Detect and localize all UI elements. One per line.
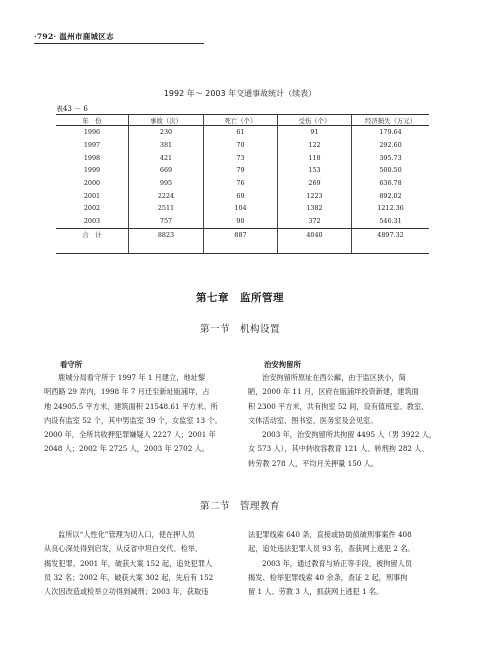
detention-center-heading: 看守所 xyxy=(60,360,83,369)
management-education-paragraph-left xyxy=(44,528,240,599)
running-header: ·792· 温州市鹿城区志 xyxy=(34,32,114,41)
table-row xyxy=(56,189,429,202)
table-row xyxy=(56,164,429,177)
table-row xyxy=(56,177,429,190)
text-line: 留 1 人、劳教 3 人，抓获网上逃犯 1 名。 xyxy=(248,587,384,597)
table-cell: 76 xyxy=(204,177,278,190)
column-header-deaths: 死亡（个） xyxy=(204,115,278,126)
table-cell: 2224 xyxy=(129,189,204,202)
table-header-row xyxy=(56,115,429,126)
table-cell: 1212.36 xyxy=(352,202,430,215)
table-row xyxy=(56,215,429,228)
table-cell: 636.78 xyxy=(352,177,430,190)
table-cell: 757 xyxy=(129,215,204,228)
table-total-row xyxy=(56,228,429,241)
table-cell xyxy=(352,241,430,254)
public-security-detention-paragraph xyxy=(248,371,444,471)
text-line: 揭发、检举犯罪线索 40 余条，查证 2 起，刑事拘 xyxy=(248,572,408,582)
text-line: 从良心深处得到启发，从反省中坦白交代、检举、 xyxy=(44,544,203,554)
table-cell: 500.50 xyxy=(352,164,430,177)
table-cell: 79 xyxy=(204,164,278,177)
table-cell: 4897.32 xyxy=(352,228,430,241)
text-line: 鹿城分局看守所于 1997 年 1 月建立，地址黎 xyxy=(58,373,206,382)
text-line: 2048 人；2002 年 2725 人，2003 年 2702 人。 xyxy=(44,444,209,454)
text-line: 2003 年，通过教育与矫正等手段，被拘留人员 xyxy=(262,558,412,568)
text-line: 2003 年，治安拘留所共拘留 4495 人（男 3922 人， xyxy=(262,430,437,440)
text-line: 陋，2000 年 11 月，区府在瓯浦垟投资新建，建筑面 xyxy=(248,387,419,397)
text-line: 法犯罪线索 640 条，直接或协助侦破刑事案件 408 xyxy=(248,530,412,539)
text-line: 转劳教 278 人，平均月关押量 150 人。 xyxy=(248,458,379,468)
text-line: 文体活动室、图书室、医务室及会见室。 xyxy=(248,415,378,425)
text-line: 起，追处违法犯罪人员 93 名，查获网上逃犯 2 名。 xyxy=(248,544,415,554)
table-cell: 1999 xyxy=(83,166,101,175)
table-cell: 995 xyxy=(129,177,204,190)
table-cell: 118 xyxy=(278,151,352,164)
table-cell: 1223 xyxy=(278,189,352,202)
column-header-injuries: 受伤（个） xyxy=(278,115,352,126)
text-line: 内设有监室 52 个，其中男监室 39 个，女监室 13 个。 xyxy=(44,415,222,425)
table-cell: 381 xyxy=(129,139,204,152)
table-title: 1992 年～ 2003 年交通事故统计（续表） xyxy=(163,89,317,98)
header-rule xyxy=(34,43,204,44)
table-cell: 892.02 xyxy=(352,189,430,202)
table-cell: 421 xyxy=(129,151,204,164)
table-blank-row xyxy=(56,241,429,254)
table-cell: 2001 xyxy=(83,191,101,200)
total-label: 合 计 xyxy=(56,228,129,241)
table-id: 表43 － 6 xyxy=(56,105,88,113)
table-cell: 122 xyxy=(278,139,352,152)
text-line: 2000 年，全所共收押犯罪嫌疑人 2227 人；2001 年 xyxy=(44,430,216,440)
table-cell: 2003 xyxy=(83,217,101,226)
text-line: 地 24905.5 平方米，建筑面积 21548.61 平方米。所 xyxy=(44,401,218,411)
table-cell: 1997 xyxy=(83,141,101,150)
chapter-title: 第七章 监所管理 xyxy=(196,292,284,304)
section-title-management-education: 第二节 管理教育 xyxy=(199,501,280,512)
table-cell: 372 xyxy=(278,215,352,228)
table-cell: 179.64 xyxy=(352,126,430,139)
text-line: 积 2300 平方米，共有拘室 52 间，设有值班室、教室、 xyxy=(248,401,429,411)
table-cell: 230 xyxy=(129,126,204,139)
table-cell: 2000 xyxy=(83,179,101,188)
column-header-economic-loss: 经济损失（万元） xyxy=(352,115,430,126)
management-education-paragraph-right xyxy=(248,528,444,599)
table-cell: 546.31 xyxy=(352,215,430,228)
table-cell: 90 xyxy=(204,215,278,228)
table-cell: 395.73 xyxy=(352,151,430,164)
column-header-accidents: 事故（次） xyxy=(129,115,204,126)
table-cell: 104 xyxy=(204,202,278,215)
table-cell: 292.60 xyxy=(352,139,430,152)
table-cell: 1998 xyxy=(83,153,101,162)
detention-center-paragraph xyxy=(44,371,240,457)
table-cell: 669 xyxy=(129,164,204,177)
column-header-year: 年 份 xyxy=(56,115,129,126)
table-row xyxy=(56,202,429,215)
text-line: 人次因改造或检举立功得到减刑；2003 年，获取违 xyxy=(44,587,209,597)
table-cell xyxy=(278,241,352,254)
text-line: 监所以“人性化”管理为切入口，使在押人员 xyxy=(58,530,195,539)
table-cell: 4040 xyxy=(278,228,352,241)
table-row xyxy=(56,139,429,152)
table-cell: 70 xyxy=(204,139,278,152)
table-cell: 2511 xyxy=(129,202,204,215)
traffic-accident-table xyxy=(56,114,429,254)
table-cell: 69 xyxy=(204,189,278,202)
section-title-organization: 第一节 机构设置 xyxy=(199,324,280,335)
public-security-detention-heading: 治安拘留所 xyxy=(264,360,301,369)
text-line: 揭发犯罪。2001 年，破获大案 152 起，追处犯罪人 xyxy=(44,558,213,568)
text-line: 明西路 29 弄内，1998 年 7 月迁至新址瓯浦垟，占 xyxy=(44,387,210,397)
table-row xyxy=(56,151,429,164)
text-line: 员 32 名；2002 年，破获大案 302 起，先后有 152 xyxy=(44,572,214,582)
table-cell: 8823 xyxy=(129,228,204,241)
table-cell: 73 xyxy=(204,151,278,164)
table-cell: 153 xyxy=(278,164,352,177)
table-cell: 2002 xyxy=(83,204,101,213)
table-cell: 887 xyxy=(204,228,278,241)
table-cell: 1996 xyxy=(83,128,101,137)
table-cell: 1382 xyxy=(278,202,352,215)
table-cell: 91 xyxy=(278,126,352,139)
table-cell xyxy=(56,241,129,254)
table-cell xyxy=(204,241,278,254)
table-cell: 61 xyxy=(204,126,278,139)
table-cell: 269 xyxy=(278,177,352,190)
table-row xyxy=(56,126,429,139)
table-cell xyxy=(129,241,204,254)
text-line: 女 573 人），其中转收容教育 121 人、转刑拘 282 人、 xyxy=(248,444,429,454)
text-line: 治安拘留所原址在西公廨，由于监区狭小，简 xyxy=(262,373,406,382)
